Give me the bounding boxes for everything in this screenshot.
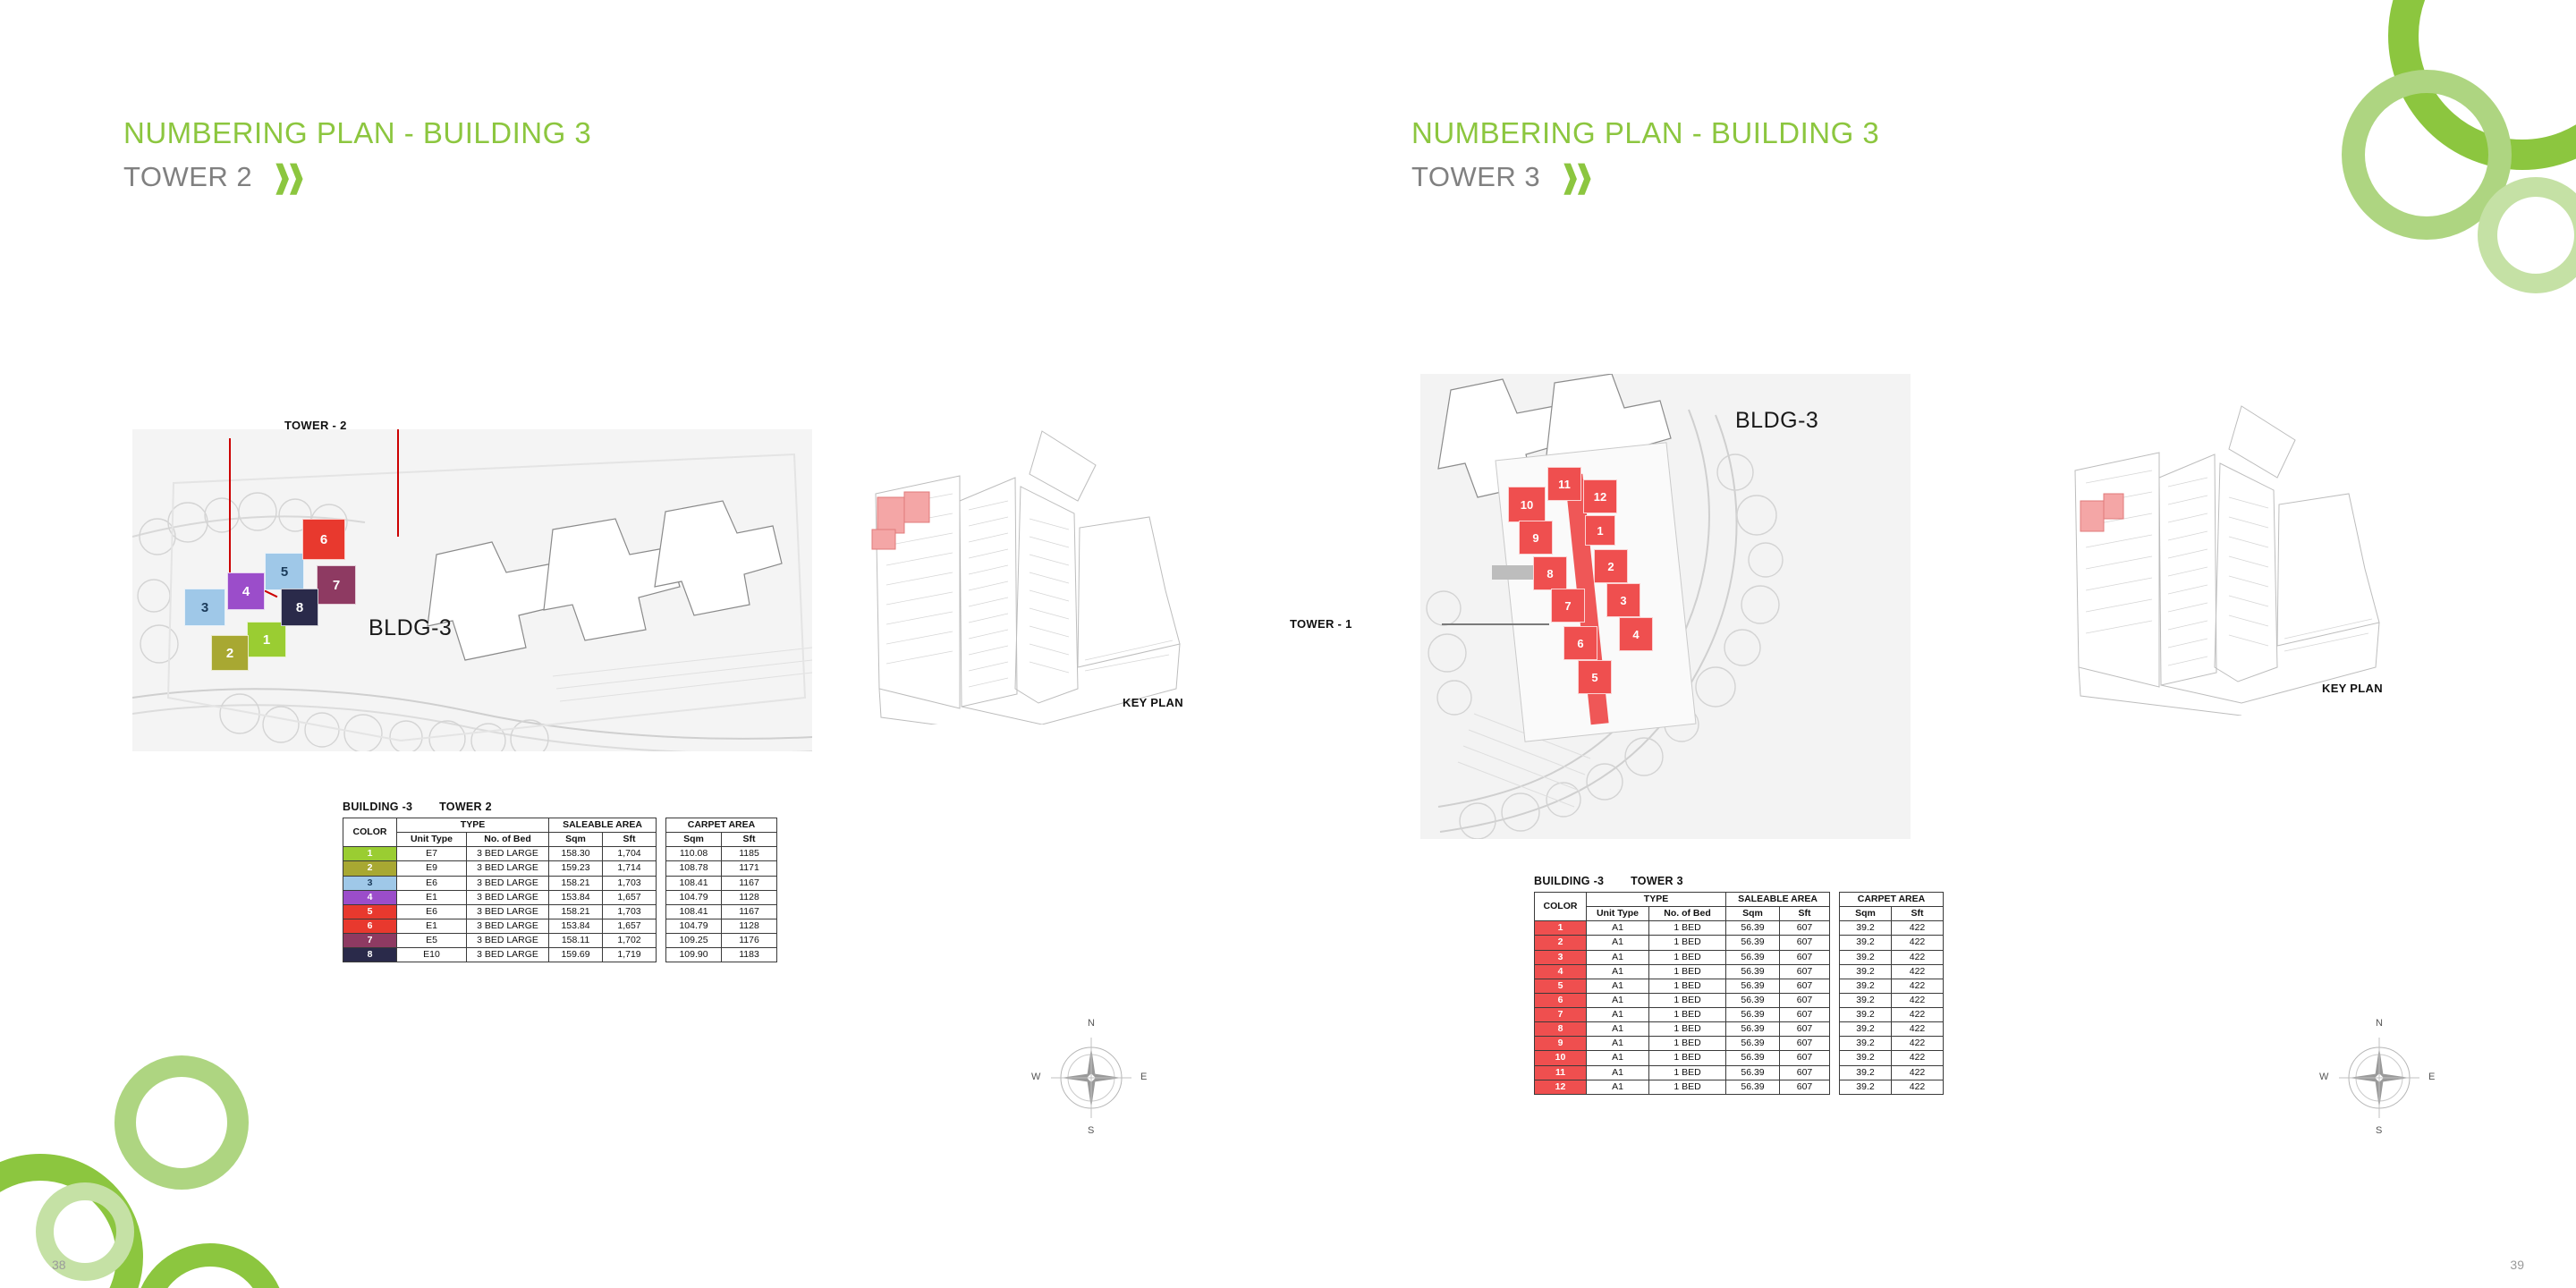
table-row: [1535, 1051, 1830, 1065]
cell-beds: 1 BED: [1649, 936, 1726, 950]
tower-leader-line: [1442, 623, 1549, 625]
cell-sale-sqm: 56.39: [1726, 1065, 1780, 1080]
table-row: [1840, 1080, 1944, 1094]
th-color: COLOR: [343, 818, 397, 847]
page-title: NUMBERING PLAN - BUILDING 3: [1411, 116, 1880, 149]
unit-marker[interactable]: 9: [1519, 521, 1553, 555]
row-color-swatch: 12: [1535, 1080, 1587, 1094]
compass-rose-left: [1033, 1020, 1149, 1136]
cell-sale-sft: 607: [1780, 1037, 1830, 1051]
table-row: [1535, 1022, 1830, 1037]
unit-marker[interactable]: 5: [265, 553, 304, 590]
table-row: [1840, 979, 1944, 993]
cell-sale-sft: 1,657: [603, 890, 657, 904]
unit-marker[interactable]: 1: [1585, 515, 1615, 546]
cell-sale-sft: 607: [1780, 979, 1830, 993]
cell-unit-type: E7: [397, 847, 467, 861]
unit-marker[interactable]: 2: [211, 635, 249, 671]
table-row: [666, 847, 777, 861]
th-type: TYPE: [1587, 893, 1726, 907]
cell-sale-sft: 607: [1780, 964, 1830, 979]
cell-carpet-sft: 1183: [722, 948, 777, 962]
unit-marker[interactable]: 6: [302, 519, 345, 560]
cell-sale-sft: 1,719: [603, 948, 657, 962]
table-row: [666, 934, 777, 948]
row-color-swatch: 5: [343, 904, 397, 919]
cell-carpet-sqm: 39.2: [1840, 950, 1892, 964]
row-color-swatch: 6: [1535, 993, 1587, 1007]
unit-marker[interactable]: 3: [184, 589, 225, 626]
compass-east-label: E: [2428, 1072, 2436, 1082]
unit-marker[interactable]: 5: [1578, 660, 1612, 694]
decorative-ring: [134, 1243, 286, 1288]
cell-beds: 3 BED LARGE: [467, 890, 549, 904]
key-plan-drawing: [854, 420, 1203, 724]
unit-schedule-tower-3: [1534, 875, 1944, 1095]
cell-beds: 1 BED: [1649, 1051, 1726, 1065]
cell-sale-sft: 607: [1780, 1051, 1830, 1065]
cell-beds: 1 BED: [1649, 1080, 1726, 1094]
page-subtitle: TOWER 2: [123, 161, 253, 192]
table-row: [343, 934, 657, 948]
site-plan-tower-3: [1420, 374, 1911, 839]
cell-sale-sqm: 153.84: [549, 919, 603, 933]
table-row: [343, 890, 657, 904]
cell-unit-type: A1: [1587, 1065, 1649, 1080]
cell-sale-sft: 607: [1780, 1008, 1830, 1022]
cell-beds: 3 BED LARGE: [467, 861, 549, 876]
site-plan-base-drawing: [1420, 374, 1911, 839]
row-color-swatch: 4: [1535, 964, 1587, 979]
table-row: [1535, 1065, 1830, 1080]
cell-carpet-sqm: 109.90: [666, 948, 722, 962]
cell-beds: 1 BED: [1649, 921, 1726, 936]
cell-sale-sqm: 158.11: [549, 934, 603, 948]
cell-unit-type: E1: [397, 919, 467, 933]
chevron-right-icon: ❱❱: [1560, 159, 1589, 194]
cell-beds: 1 BED: [1649, 1037, 1726, 1051]
building-label: BLDG-3: [1735, 408, 1819, 433]
th-sft: Sft: [1780, 907, 1830, 921]
th-sqm: Sqm: [1726, 907, 1780, 921]
cell-beds: 1 BED: [1649, 1065, 1726, 1080]
cell-carpet-sft: 1185: [722, 847, 777, 861]
compass-east-label: E: [1140, 1072, 1148, 1082]
table-row: [1535, 1008, 1830, 1022]
unit-schedule-tower-2: [343, 801, 777, 962]
cell-beds: 1 BED: [1649, 993, 1726, 1007]
table-row: [1535, 921, 1830, 936]
th-saleable-area: SALEABLE AREA: [549, 818, 657, 833]
row-color-swatch: 8: [343, 948, 397, 962]
cell-unit-type: E6: [397, 904, 467, 919]
tower-marker-label: TOWER - 1: [1290, 617, 1352, 631]
page-number-right: 39: [2510, 1258, 2524, 1272]
unit-marker[interactable]: 8: [281, 589, 318, 626]
cell-sale-sqm: 56.39: [1726, 1008, 1780, 1022]
page-number-left: 38: [52, 1258, 66, 1272]
cell-carpet-sft: 1167: [722, 904, 777, 919]
compass-south-label: S: [2376, 1125, 2383, 1136]
th-unit-type: Unit Type: [1587, 907, 1649, 921]
cell-unit-type: A1: [1587, 1008, 1649, 1022]
cell-carpet-sqm: 39.2: [1840, 921, 1892, 936]
unit-table-main: [343, 818, 657, 962]
cell-sale-sft: 607: [1780, 936, 1830, 950]
cell-carpet-sft: 422: [1892, 936, 1944, 950]
cell-beds: 3 BED LARGE: [467, 847, 549, 861]
page-subtitle: TOWER 3: [1411, 161, 1541, 192]
unit-table-carpet: [1839, 892, 1944, 1095]
unit-marker[interactable]: 4: [227, 572, 265, 610]
table-caption-building: BUILDING -3: [343, 801, 413, 813]
unit-marker[interactable]: 4: [1619, 617, 1653, 651]
th-saleable-area: SALEABLE AREA: [1726, 893, 1830, 907]
cell-carpet-sft: 422: [1892, 1008, 1944, 1022]
table-row: [1840, 964, 1944, 979]
cell-sale-sqm: 56.39: [1726, 921, 1780, 936]
unit-table-main: [1534, 892, 1830, 1095]
cell-carpet-sft: 422: [1892, 1080, 1944, 1094]
row-color-swatch: 4: [343, 890, 397, 904]
cell-carpet-sft: 422: [1892, 1051, 1944, 1065]
th-carpet-area: CARPET AREA: [1840, 893, 1944, 907]
table-row: [1840, 1051, 1944, 1065]
th-carpet-sqm: Sqm: [666, 833, 722, 847]
compass-west-label: W: [2319, 1072, 2329, 1082]
cell-sale-sqm: 158.21: [549, 876, 603, 890]
unit-marker[interactable]: 3: [1606, 583, 1640, 617]
tower-leader-line-vertical: [229, 438, 231, 572]
cell-sale-sft: 607: [1780, 1080, 1830, 1094]
table-row: [1840, 1037, 1944, 1051]
cell-carpet-sqm: 39.2: [1840, 1037, 1892, 1051]
cell-sale-sqm: 56.39: [1726, 950, 1780, 964]
cell-sale-sft: 1,702: [603, 934, 657, 948]
row-color-swatch: 1: [1535, 921, 1587, 936]
cell-sale-sqm: 56.39: [1726, 1022, 1780, 1037]
table-row: [1840, 1008, 1944, 1022]
compass-rose-right: [2321, 1020, 2437, 1136]
unit-marker[interactable]: 11: [1547, 467, 1581, 501]
table-row: [1535, 936, 1830, 950]
cell-carpet-sqm: 39.2: [1840, 936, 1892, 950]
compass-south-label: S: [1088, 1125, 1095, 1136]
table-row: [666, 919, 777, 933]
table-row: [343, 847, 657, 861]
cell-carpet-sqm: 109.25: [666, 934, 722, 948]
cell-sale-sqm: 56.39: [1726, 964, 1780, 979]
table-row: [343, 904, 657, 919]
table-row: [1535, 950, 1830, 964]
tower-marker-label: TOWER - 2: [284, 419, 347, 432]
cell-carpet-sqm: 108.41: [666, 904, 722, 919]
cell-sale-sft: 607: [1780, 1022, 1830, 1037]
compass-west-label: W: [1031, 1072, 1041, 1082]
cell-unit-type: A1: [1587, 921, 1649, 936]
th-color: COLOR: [1535, 893, 1587, 921]
table-row: [1535, 993, 1830, 1007]
row-color-swatch: 3: [1535, 950, 1587, 964]
table-caption-building: BUILDING -3: [1534, 875, 1605, 887]
unit-marker[interactable]: 2: [1594, 549, 1628, 583]
cell-carpet-sqm: 39.2: [1840, 1008, 1892, 1022]
unit-marker[interactable]: 8: [1533, 556, 1567, 590]
table-row: [343, 861, 657, 876]
cell-unit-type: E1: [397, 890, 467, 904]
cell-carpet-sqm: 39.2: [1840, 1080, 1892, 1094]
cell-carpet-sqm: 108.41: [666, 876, 722, 890]
th-carpet-sft: Sft: [722, 833, 777, 847]
cell-beds: 1 BED: [1649, 979, 1726, 993]
table-caption: [1534, 875, 1944, 887]
unit-marker[interactable]: 12: [1583, 479, 1617, 513]
cell-carpet-sft: 422: [1892, 993, 1944, 1007]
cell-sale-sqm: 56.39: [1726, 936, 1780, 950]
cell-sale-sqm: 56.39: [1726, 993, 1780, 1007]
cell-beds: 3 BED LARGE: [467, 934, 549, 948]
table-row: [343, 919, 657, 933]
row-color-swatch: 5: [1535, 979, 1587, 993]
key-plan-drawing: [2048, 394, 2397, 716]
cell-sale-sft: 1,657: [603, 919, 657, 933]
th-carpet-area: CARPET AREA: [666, 818, 777, 833]
cell-beds: 3 BED LARGE: [467, 876, 549, 890]
cell-unit-type: E5: [397, 934, 467, 948]
cell-carpet-sqm: 110.08: [666, 847, 722, 861]
table-caption: [343, 801, 777, 813]
cell-carpet-sft: 1171: [722, 861, 777, 876]
th-unit-type: Unit Type: [397, 833, 467, 847]
cell-carpet-sqm: 104.79: [666, 919, 722, 933]
th-no-of-bed: No. of Bed: [1649, 907, 1726, 921]
cell-unit-type: A1: [1587, 1051, 1649, 1065]
cell-sale-sft: 607: [1780, 950, 1830, 964]
th-carpet-sft: Sft: [1892, 907, 1944, 921]
row-color-swatch: 6: [343, 919, 397, 933]
tower-leader-line-vertical-2: [397, 429, 399, 537]
cell-carpet-sqm: 39.2: [1840, 993, 1892, 1007]
cell-beds: 3 BED LARGE: [467, 904, 549, 919]
unit-marker[interactable]: 7: [1551, 589, 1585, 623]
cell-carpet-sqm: 108.78: [666, 861, 722, 876]
cell-sale-sqm: 56.39: [1726, 1037, 1780, 1051]
row-color-swatch: 7: [343, 934, 397, 948]
unit-table-carpet: [665, 818, 777, 962]
building-label: BLDG-3: [369, 615, 453, 640]
row-color-swatch: 1: [343, 847, 397, 861]
cell-sale-sft: 1,714: [603, 861, 657, 876]
table-row: [1840, 950, 1944, 964]
cell-unit-type: A1: [1587, 979, 1649, 993]
unit-marker[interactable]: 7: [317, 565, 356, 605]
site-plan-tower-2: [132, 429, 812, 751]
cell-sale-sqm: 159.23: [549, 861, 603, 876]
page-subtitle-row: [1411, 161, 1879, 193]
table-row: [666, 876, 777, 890]
cell-carpet-sft: 1128: [722, 919, 777, 933]
table-row: [1840, 993, 1944, 1007]
cell-sale-sft: 1,703: [603, 904, 657, 919]
page-title: NUMBERING PLAN - BUILDING 3: [123, 116, 592, 149]
table-row: [1840, 1022, 1944, 1037]
cell-sale-sft: 607: [1780, 993, 1830, 1007]
page-heading: [123, 116, 591, 193]
cell-unit-type: A1: [1587, 964, 1649, 979]
cell-unit-type: A1: [1587, 993, 1649, 1007]
key-plan-label: KEY PLAN: [2322, 682, 2383, 695]
cell-carpet-sqm: 39.2: [1840, 964, 1892, 979]
row-color-swatch: 2: [343, 861, 397, 876]
unit-marker[interactable]: 6: [1563, 626, 1597, 660]
key-plan-label: KEY PLAN: [1123, 696, 1183, 709]
cell-beds: 1 BED: [1649, 950, 1726, 964]
cell-unit-type: A1: [1587, 950, 1649, 964]
table-row: [1535, 1080, 1830, 1094]
table-row: [1840, 921, 1944, 936]
table-row: [1535, 964, 1830, 979]
table-row: [343, 876, 657, 890]
cell-carpet-sft: 1167: [722, 876, 777, 890]
compass-north-label: N: [2376, 1018, 2383, 1029]
page-heading: [1411, 116, 1879, 193]
row-color-swatch: 10: [1535, 1051, 1587, 1065]
cell-carpet-sft: 422: [1892, 964, 1944, 979]
decorative-ring: [114, 1055, 249, 1190]
row-color-swatch: 11: [1535, 1065, 1587, 1080]
cell-sale-sqm: 158.21: [549, 904, 603, 919]
cell-sale-sqm: 56.39: [1726, 1080, 1780, 1094]
unit-marker[interactable]: 1: [247, 622, 286, 657]
cell-carpet-sft: 422: [1892, 1065, 1944, 1080]
cell-unit-type: E6: [397, 876, 467, 890]
cell-carpet-sqm: 39.2: [1840, 1065, 1892, 1080]
cell-beds: 1 BED: [1649, 1022, 1726, 1037]
cell-sale-sft: 1,704: [603, 847, 657, 861]
page-right: [1288, 0, 2576, 1288]
cell-carpet-sft: 422: [1892, 1037, 1944, 1051]
table-row: [1840, 936, 1944, 950]
cell-beds: 3 BED LARGE: [467, 919, 549, 933]
compass-north-label: N: [1088, 1018, 1095, 1029]
cell-unit-type: A1: [1587, 936, 1649, 950]
cell-carpet-sft: 1176: [722, 934, 777, 948]
cell-carpet-sft: 422: [1892, 921, 1944, 936]
table-row: [666, 890, 777, 904]
row-color-swatch: 9: [1535, 1037, 1587, 1051]
cell-unit-type: A1: [1587, 1080, 1649, 1094]
th-sft: Sft: [603, 833, 657, 847]
cell-carpet-sqm: 39.2: [1840, 1022, 1892, 1037]
compass-drawing: [1033, 1020, 1149, 1136]
cell-sale-sqm: 153.84: [549, 890, 603, 904]
th-no-of-bed: No. of Bed: [467, 833, 549, 847]
table-row: [1840, 1065, 1944, 1080]
chevron-right-icon: ❱❱: [272, 159, 301, 194]
th-type: TYPE: [397, 818, 549, 833]
table-row: [343, 948, 657, 962]
key-plan-tower-2: [854, 420, 1203, 724]
table-row: [666, 904, 777, 919]
unit-marker[interactable]: 10: [1508, 487, 1546, 522]
cell-carpet-sft: 1128: [722, 890, 777, 904]
cell-beds: 3 BED LARGE: [467, 948, 549, 962]
table-caption-tower: TOWER 2: [439, 801, 492, 813]
th-sqm: Sqm: [549, 833, 603, 847]
cell-unit-type: A1: [1587, 1037, 1649, 1051]
cell-beds: 1 BED: [1649, 964, 1726, 979]
table-row: [1535, 1037, 1830, 1051]
row-color-swatch: 8: [1535, 1022, 1587, 1037]
th-carpet-sqm: Sqm: [1840, 907, 1892, 921]
table-row: [1535, 979, 1830, 993]
row-color-swatch: 3: [343, 876, 397, 890]
cell-sale-sqm: 158.30: [549, 847, 603, 861]
table-row: [666, 948, 777, 962]
table-caption-tower: TOWER 3: [1631, 875, 1683, 887]
cell-carpet-sft: 422: [1892, 1022, 1944, 1037]
cell-sale-sqm: 56.39: [1726, 979, 1780, 993]
cell-carpet-sqm: 39.2: [1840, 979, 1892, 993]
decorative-ring: [36, 1182, 134, 1281]
cell-sale-sft: 607: [1780, 1065, 1830, 1080]
cell-carpet-sft: 422: [1892, 950, 1944, 964]
cell-carpet-sqm: 104.79: [666, 890, 722, 904]
cell-unit-type: A1: [1587, 1022, 1649, 1037]
page-subtitle-row: [123, 161, 591, 193]
cell-unit-type: E9: [397, 861, 467, 876]
cell-sale-sft: 1,703: [603, 876, 657, 890]
cell-carpet-sft: 422: [1892, 979, 1944, 993]
row-color-swatch: 7: [1535, 1008, 1587, 1022]
cell-beds: 1 BED: [1649, 1008, 1726, 1022]
cell-sale-sft: 607: [1780, 921, 1830, 936]
row-color-swatch: 2: [1535, 936, 1587, 950]
table-row: [666, 861, 777, 876]
cell-sale-sqm: 159.69: [549, 948, 603, 962]
cell-unit-type: E10: [397, 948, 467, 962]
key-plan-tower-3: [2048, 394, 2397, 716]
cell-carpet-sqm: 39.2: [1840, 1051, 1892, 1065]
compass-drawing: [2321, 1020, 2437, 1136]
cell-sale-sqm: 56.39: [1726, 1051, 1780, 1065]
